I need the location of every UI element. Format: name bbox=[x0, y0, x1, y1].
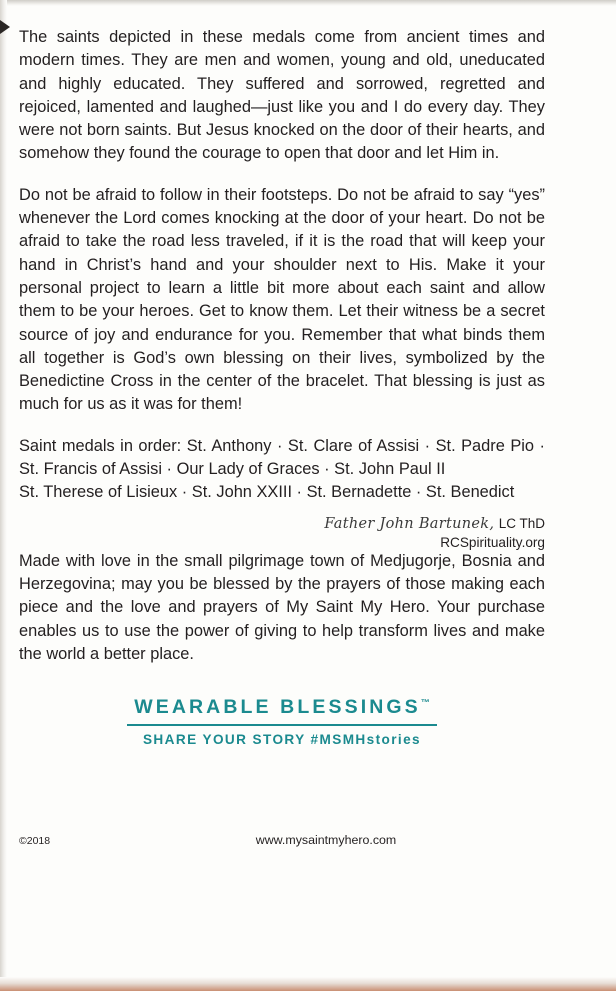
brand-tagline: SHARE YOUR STORY #MSMHstories bbox=[142, 731, 422, 747]
paragraph-intro: The saints depicted in these medals come from ancient times and modern times. They are men and women, young and old, uneducated and highly educated. They suffered and sorrowed, regretted and rejoiced, lamented and laughed—just like you and I do every day. They were not born saints. But Jesus knocked on the door of their hearts, and somehow they found the courage to open that door and let Him in. bbox=[19, 28, 545, 163]
copyright-text: ©2018 bbox=[19, 835, 51, 847]
brand-title bbox=[134, 696, 430, 719]
brand-block bbox=[19, 696, 545, 746]
left-arrow-marker-icon bbox=[0, 20, 10, 34]
brand-divider bbox=[127, 724, 437, 725]
trademark-symbol: ™ bbox=[420, 697, 430, 708]
page-bottom-edge bbox=[0, 977, 616, 991]
signature-name: Father John Bartunek, bbox=[324, 515, 495, 532]
saint-medal-list-line-1: Saint medals in order: St. Anthony · St. Clare of Assisi · St. Padre Pio · St. Francis of Assisi · Our Lady of Graces · St. John Paul II bbox=[19, 436, 545, 479]
company-website: www.mysaintmyhero.com bbox=[255, 833, 397, 847]
page-left-edge bbox=[0, 0, 7, 991]
signature-credentials: LC ThD bbox=[498, 515, 545, 531]
page-top-edge bbox=[0, 0, 616, 6]
brand-title-text: WEARABLE BLESSINGS bbox=[134, 696, 421, 719]
card-content bbox=[19, 26, 545, 747]
paragraph-encouragement: Do not be afraid to follow in their footsteps. Do not be afraid to say “yes” whenever the Lord comes knocking at the door of your heart. Do not be afraid to take the road less traveled, if it is the road that will keep your hand in Christ’s hand and your shoulder next to His. Make it your personal project to learn a little bit more about each saint and allow them to be your heroes. Get to know them. Let their witness be a secret source of joy and endurance for you. Remember that what binds them all together is God’s own blessing on their lives, symbolized by the Benedictine Cross in the center of the bracelet. That blessing is just as much for us as it was for them! bbox=[19, 185, 545, 414]
signature-website: RCSpirituality.org bbox=[440, 534, 545, 550]
saint-medal-list bbox=[19, 435, 545, 505]
signature-line bbox=[19, 515, 545, 533]
page-footer bbox=[19, 833, 597, 847]
signature-block bbox=[19, 515, 545, 550]
saint-medal-list-line-2: St. Therese of Lisieux · St. John XXIII · St. Bernadette · St. Benedict bbox=[19, 483, 515, 502]
paragraph-closing: Made with love in the small pilgrimage town of Medjugorje, Bosnia and Herzegovina; may you be blessed by the prayers of those making each piece and the love and prayers of My Saint My Hero. Your purchase enables us to use the power of giving to help transform lives and make the world a better place. bbox=[19, 551, 545, 663]
